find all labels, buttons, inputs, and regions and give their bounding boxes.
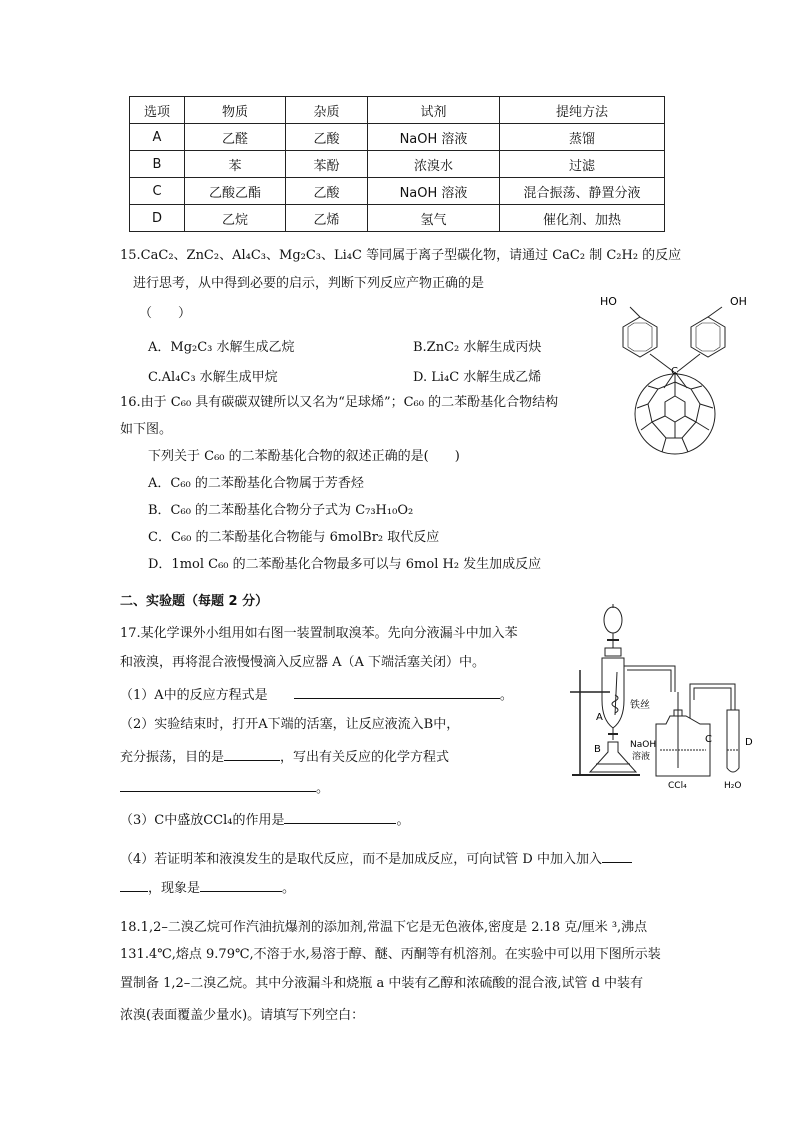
label-naoh: NaOH <box>630 740 657 750</box>
q17-line1: 17.某化学课外小组用如右图一装置制取溴苯。先向分液漏斗中加入苯 <box>120 626 518 641</box>
label-b: B <box>594 744 601 755</box>
label-ccl4: CCl₄ <box>668 781 687 791</box>
table-header-cell: 物质 <box>185 97 286 124</box>
q18-line4: 浓溴(表面覆盖少量水)。请填写下列空白： <box>120 1008 365 1023</box>
q15-option-c: C.Al₄C₃ 水解生成甲烷 <box>148 370 278 385</box>
q18-line2: 131.4℃,熔点 9.79℃,不溶于水,易溶于醇、醚、丙酮等有机溶剂。在实验中可以用下图所示装 <box>120 947 661 962</box>
q17-part1 <box>120 686 513 704</box>
q17-part4-blank1b[interactable] <box>120 879 148 892</box>
q16-line2: 如下图。 <box>120 422 173 437</box>
q17-part2-end: 。 <box>316 781 330 796</box>
table-cell: 过滤 <box>500 151 665 178</box>
q15-line1: 15.CaC₂、ZnC₂、Al₄C₃、Mg₂C₃、Li₄C 等同属于离子型碳化物，请通过 CaC₂ 制 C₂H₂ 的反应 <box>120 248 682 263</box>
label-carbon: C <box>671 366 678 377</box>
q17-part4-text-b: ，现象是 <box>148 881 201 896</box>
table-cell: 蒸馏 <box>500 124 665 151</box>
table-cell: D <box>130 205 185 232</box>
table-cell: 乙酸 <box>286 178 368 205</box>
table-cell: A <box>130 124 185 151</box>
q16-option-c: C．C₆₀ 的二苯酚基化合物能与 6molBr₂ 取代反应 <box>148 530 440 545</box>
table-cell: 混合振荡、静置分液 <box>500 178 665 205</box>
q15-answer-paren: （ ） <box>139 306 192 321</box>
q17-part3-blank[interactable] <box>284 811 396 824</box>
label-d: D <box>745 737 753 748</box>
q16-stem: 下列关于 C₆₀ 的二苯酚基化合物的叙述正确的是( ) <box>148 449 460 464</box>
table-cell: 苯酚 <box>286 151 368 178</box>
q17-part4-end: 。 <box>282 881 296 896</box>
q17-part4-line1 <box>120 850 632 868</box>
table-cell: 乙酸 <box>286 124 368 151</box>
table-row <box>130 205 665 232</box>
table-header-cell: 选项 <box>130 97 185 124</box>
q17-part2-line3 <box>120 779 329 797</box>
table-cell: B <box>130 151 185 178</box>
q17-part2-line2 <box>120 748 449 766</box>
label-solution: 溶液 <box>632 752 651 762</box>
q17-part1-label: （1）A中的反应方程式是 <box>120 688 268 703</box>
table-cell: 浓溴水 <box>368 151 500 178</box>
label-iron-wire: 铁丝 <box>630 700 650 711</box>
q17-part3-label: （3）C中盛放CCl₄的作用是 <box>120 813 285 828</box>
q17-part1-blank[interactable] <box>294 686 500 699</box>
q17-part1-end: 。 <box>499 688 513 703</box>
q17-part2-blank2[interactable] <box>120 779 316 792</box>
table-cell: 乙烷 <box>185 205 286 232</box>
table-row <box>130 151 665 178</box>
q17-part2-text-b: ，写出有关反应的化学方程式 <box>280 750 450 765</box>
q17-line2: 和液溴，再将混合液慢慢滴入反应器 A（A 下端活塞关闭）中。 <box>120 655 486 670</box>
table-cell: 氢气 <box>368 205 500 232</box>
label-oh: OH <box>730 295 747 308</box>
table-cell: 催化剂、加热 <box>500 205 665 232</box>
q17-part4-text: （4）若证明苯和液溴发生的是取代反应，而不是加成反应，可向试管 D 中加入加入 <box>120 852 602 867</box>
c60-diphenol-structure-figure <box>590 292 760 464</box>
table-row <box>130 124 665 151</box>
q17-part3 <box>120 811 410 829</box>
bromobenzene-apparatus-figure <box>560 600 760 792</box>
table-header-cell: 杂质 <box>286 97 368 124</box>
label-ho: HO <box>600 295 617 308</box>
q16-option-d: D．1mol C₆₀ 的二苯酚基化合物最多可以与 6mol H₂ 发生加成反应 <box>148 557 542 572</box>
table-header-row <box>130 97 665 124</box>
table-cell: 乙酸乙酯 <box>185 178 286 205</box>
q16-line1: 16.由于 C₆₀ 具有碳碳双键所以又名为“足球烯”；C₆₀ 的二苯酚基化合物结构 <box>120 395 559 410</box>
q18-line3: 置制备 1,2–二溴乙烷。其中分液漏斗和烧瓶 a 中装有乙醇和浓硫酸的混合液,试管 d 中装有 <box>120 976 644 991</box>
q15-option-a: A．Mg₂C₃ 水解生成乙烷 <box>148 340 295 355</box>
options-table <box>129 96 665 232</box>
q15-option-b: B.ZnC₂ 水解生成丙炔 <box>413 340 542 355</box>
q17-part2-line1: （2）实验结束时，打开A下端的活塞，让反应液流入B中， <box>120 717 460 732</box>
q16-option-a: A．C₆₀ 的二苯酚基化合物属于芳香烃 <box>148 476 364 491</box>
q18-line1: 18.1,2–二溴乙烷可作汽油抗爆剂的添加剂,常温下它是无色液体,密度是 2.18 克/厘米 ³,沸点 <box>120 920 648 935</box>
table-row <box>130 178 665 205</box>
q17-part4-blank1a[interactable] <box>602 850 632 863</box>
q16-option-b: B．C₆₀ 的二苯酚基化合物分子式为 C₇₃H₁₀O₂ <box>148 503 414 518</box>
label-h2o: H₂O <box>724 781 742 791</box>
q15-line2: 进行思考，从中得到必要的启示，判断下列反应产物正确的是 <box>133 276 485 291</box>
q17-part3-end: 。 <box>396 813 410 828</box>
q17-part2-text-a: 充分振荡，目的是 <box>120 750 225 765</box>
table-cell: C <box>130 178 185 205</box>
table-cell: 苯 <box>185 151 286 178</box>
q17-part4-line2 <box>120 879 295 897</box>
table-cell: 乙烯 <box>286 205 368 232</box>
table-cell: NaOH 溶液 <box>368 124 500 151</box>
label-c: C <box>705 734 712 745</box>
q17-part2-blank1[interactable] <box>224 748 280 761</box>
table-header-cell: 试剂 <box>368 97 500 124</box>
table-header-cell: 提纯方法 <box>500 97 665 124</box>
q17-part4-blank2[interactable] <box>200 879 282 892</box>
label-a: A <box>596 712 603 723</box>
table-cell: 乙醛 <box>185 124 286 151</box>
q15-option-d: D. Li₄C 水解生成乙烯 <box>413 370 542 385</box>
table-cell: NaOH 溶液 <box>368 178 500 205</box>
section-title: 二、实验题（每题 2 分） <box>120 594 269 609</box>
